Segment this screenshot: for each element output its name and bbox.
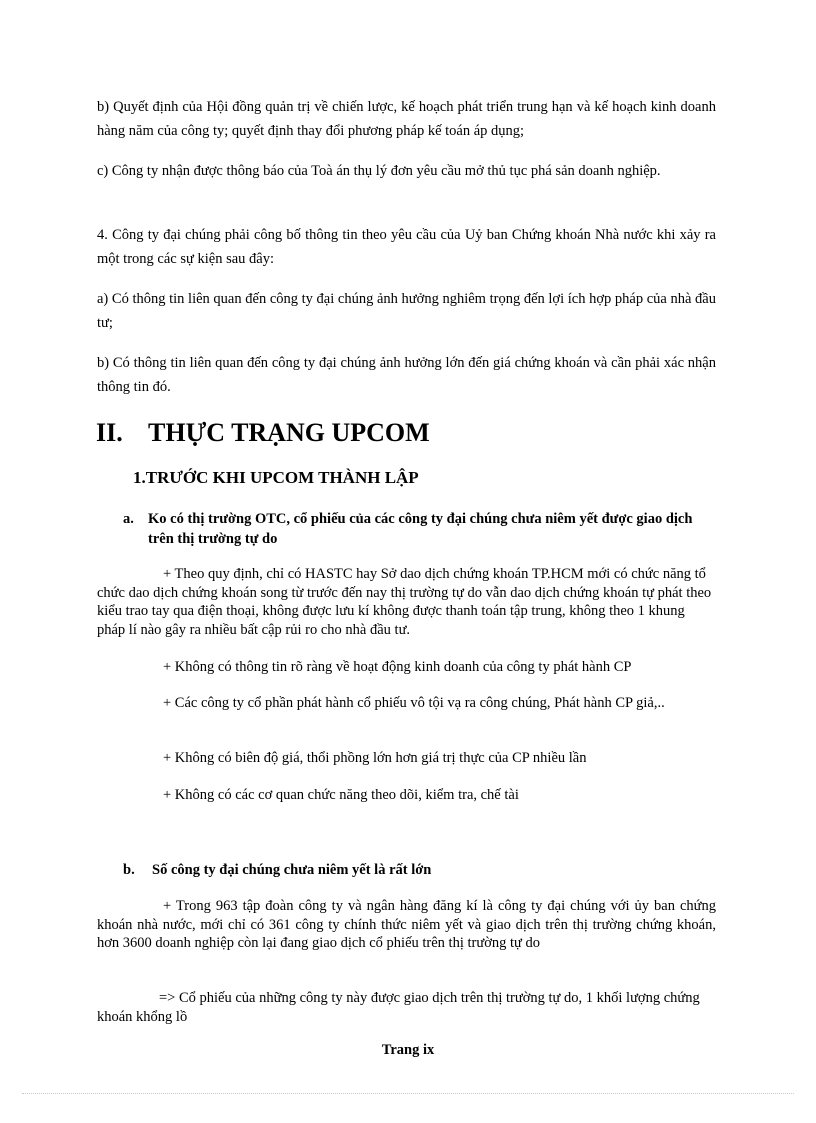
subheading-b-title: Số công ty đại chúng chưa niêm yết là rất lớn [152, 862, 432, 878]
subheading-a [123, 509, 708, 549]
paragraph-item-4: 4. Công ty đại chúng phải công bố thông tin theo yêu cầu của Uỷ ban Chứng khoán Nhà nước khi xảy ra một trong các sự kiện sau đây: [97, 227, 716, 267]
bullet-no-information: + Không có thông tin rõ ràng về hoạt động kinh doanh của công ty phát hành CP [163, 659, 632, 675]
subheading-b-label: b. [123, 862, 135, 878]
bullet-price-band: + Không có biên độ giá, thổi phồng lớn hơn giá trị thực của CP nhiều lần [163, 750, 587, 766]
paragraph-c-court: c) Công ty nhận được thông báo của Toà án thụ lý đơn yêu cầu mở thủ tục phá sản doanh nghiệp. [97, 163, 661, 179]
page-bottom-divider [22, 1093, 794, 1094]
bullet-conclusion: => Cổ phiếu của những công ty này được giao dịch trên thị trường tự do, 1 khối lượng chứng khoán khổng lồ [97, 990, 700, 1025]
paragraph-b-decision: b) Quyết định của Hội đồng quản trị về chiến lược, kế hoạch phát triển trung hạn và kế hoạch kinh doanh hàng năm của công ty; quyết định thay đổi phương pháp kế toán áp dụng; [97, 99, 716, 139]
page-number: Trang ix [381, 1042, 435, 1058]
subheading-a-label: a. [123, 511, 134, 527]
paragraph-a-information: a) Có thông tin liên quan đến công ty đại chúng ảnh hưởng nghiêm trọng đến lợi ích hợp pháp của nhà đầu tư; [97, 291, 716, 331]
subsection-heading: 1.TRƯỚC KHI UPCOM THÀNH LẬP [133, 468, 419, 487]
paragraph-b-information: b) Có thông tin liên quan đến công ty đại chúng ảnh hưởng lớn đến giá chứng khoán và cần phải xác nhận thông tin đó. [97, 355, 716, 395]
subheading-b [123, 860, 712, 880]
bullet-no-supervision: + Không có các cơ quan chức năng theo dõi, kiểm tra, chế tài [163, 787, 519, 803]
section-number: II. [96, 418, 123, 447]
bullet-fake-shares: + Các công ty cổ phần phát hành cổ phiếu vô tội vạ ra công chúng, Phát hành CP giả,.. [163, 695, 665, 711]
bullet-963-companies: + Trong 963 tập đoàn công ty và ngân hàng đăng kí là công ty đại chúng với ủy ban chứng khoán nhà nước, mới chỉ có 361 công ty chính thức niêm yết và giao dịch trên thị trường chứng khoán, hơn 3600 doanh nghiệp còn lại đang giao dịch cổ phiếu trên thị trường tự do [97, 898, 716, 951]
section-title: THỰC TRẠNG UPCOM [148, 418, 430, 447]
bullet-legal-framework: + Theo quy định, chỉ có HASTC hay Sở dao dịch chứng khoán TP.HCM mới có chức năng tổ chức dao dịch chứng khoán song từ trước đến nay thị trường tự do vẫn dao dịch chứng khoán tự phát theo kiểu trao tay qua điện thoại, không được lưu kí không được thanh toán tập trung, không theo 1 khung pháp lí nào gây ra nhiều bất cập rủi ro cho nhà đầu tư. [97, 566, 712, 638]
section-heading [96, 418, 430, 448]
subheading-a-title: Ko có thị trường OTC, cổ phiếu của các công ty đại chúng chưa niêm yết được giao dịch trên thị trường tự do [148, 511, 693, 547]
